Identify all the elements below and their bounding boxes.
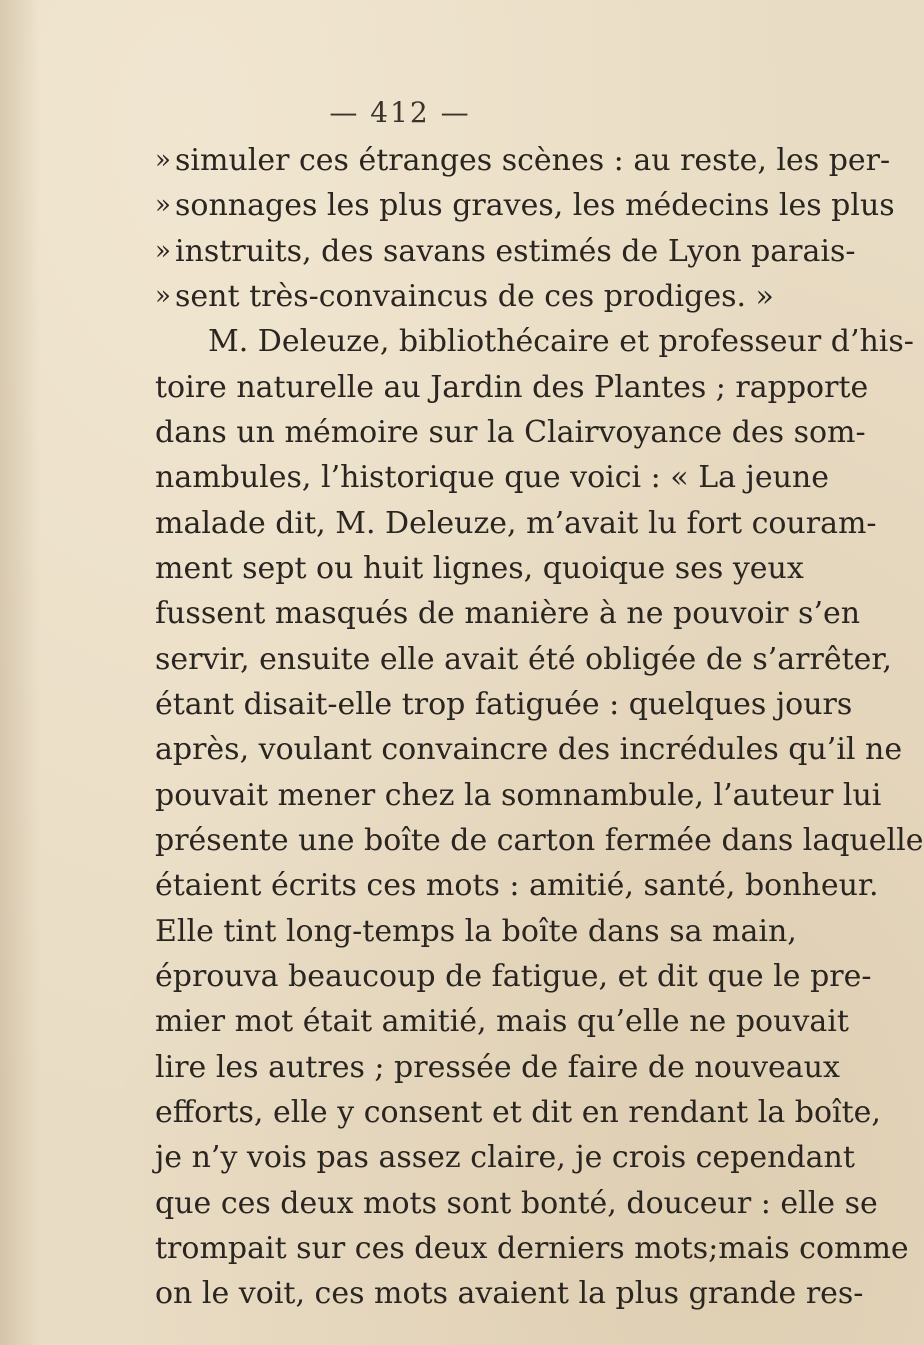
text-line: nambules, l’historique que voici : « La jeune: [155, 460, 829, 496]
text-line: M. Deleuze, bibliothécaire et professeur d’his-: [208, 324, 914, 360]
quote-mark: »: [155, 145, 171, 175]
text-line: dans un mémoire sur la Clairvoyance des som-: [155, 414, 866, 450]
text-line: servir, ensuite elle avait été obligée de s’arrêter,: [155, 641, 892, 677]
text-line: trompait sur ces deux derniers mots;mais comme: [155, 1230, 909, 1266]
quote-mark: »: [155, 280, 171, 311]
text-line: étant disait-elle trop fatiguée : quelques jours: [155, 686, 853, 722]
text-line: sent très-convaincus de ces prodiges. »: [175, 278, 774, 314]
text-line: éprouva beaucoup de fatigue, et dit que le pre-: [155, 958, 872, 994]
text-line: mier mot était amitié, mais qu’elle ne pouvait: [155, 1004, 849, 1040]
text-line: instruits, des savans estimés de Lyon parais-: [175, 233, 856, 269]
text-line: malade dit, M. Deleuze, m’avait lu fort couram-: [155, 505, 877, 541]
text-line: on le voit, ces mots avaient la plus grande res-: [155, 1276, 864, 1312]
text-line: fussent masqués de manière à ne pouvoir s’en: [155, 596, 861, 632]
text-line: toire naturelle au Jardin des Plantes ; rapporte: [155, 369, 869, 405]
text-line: pouvait mener chez la somnambule, l’auteur lui: [155, 777, 882, 813]
page-number: — 412 —: [329, 96, 471, 129]
text-line: présente une boîte de carton fermée dans laquelle: [155, 822, 924, 858]
text-line: Elle tint long-temps la boîte dans sa main,: [155, 913, 797, 949]
text-line: je n’y vois pas assez claire, je crois cependant: [155, 1140, 855, 1176]
text-line: que ces deux mots sont bonté, douceur : elle se: [155, 1185, 878, 1221]
quote-mark: »: [155, 190, 171, 221]
text-line: après, voulant convaincre des incrédules qu’il ne: [155, 732, 903, 768]
text-line: efforts, elle y consent et dit en rendant la boîte,: [155, 1094, 881, 1130]
text-line: sonnages les plus graves, les médecins les plus: [175, 188, 895, 224]
quote-mark: »: [155, 235, 171, 266]
text-line: lire les autres ; pressée de faire de nouveaux: [155, 1049, 840, 1085]
text-line: ment sept ou huit lignes, quoique ses yeux: [155, 550, 804, 586]
text-line: simuler ces étranges scènes : au reste, les per-: [175, 143, 891, 178]
text-line: étaient écrits ces mots : amitié, santé, bonheur.: [155, 868, 879, 904]
